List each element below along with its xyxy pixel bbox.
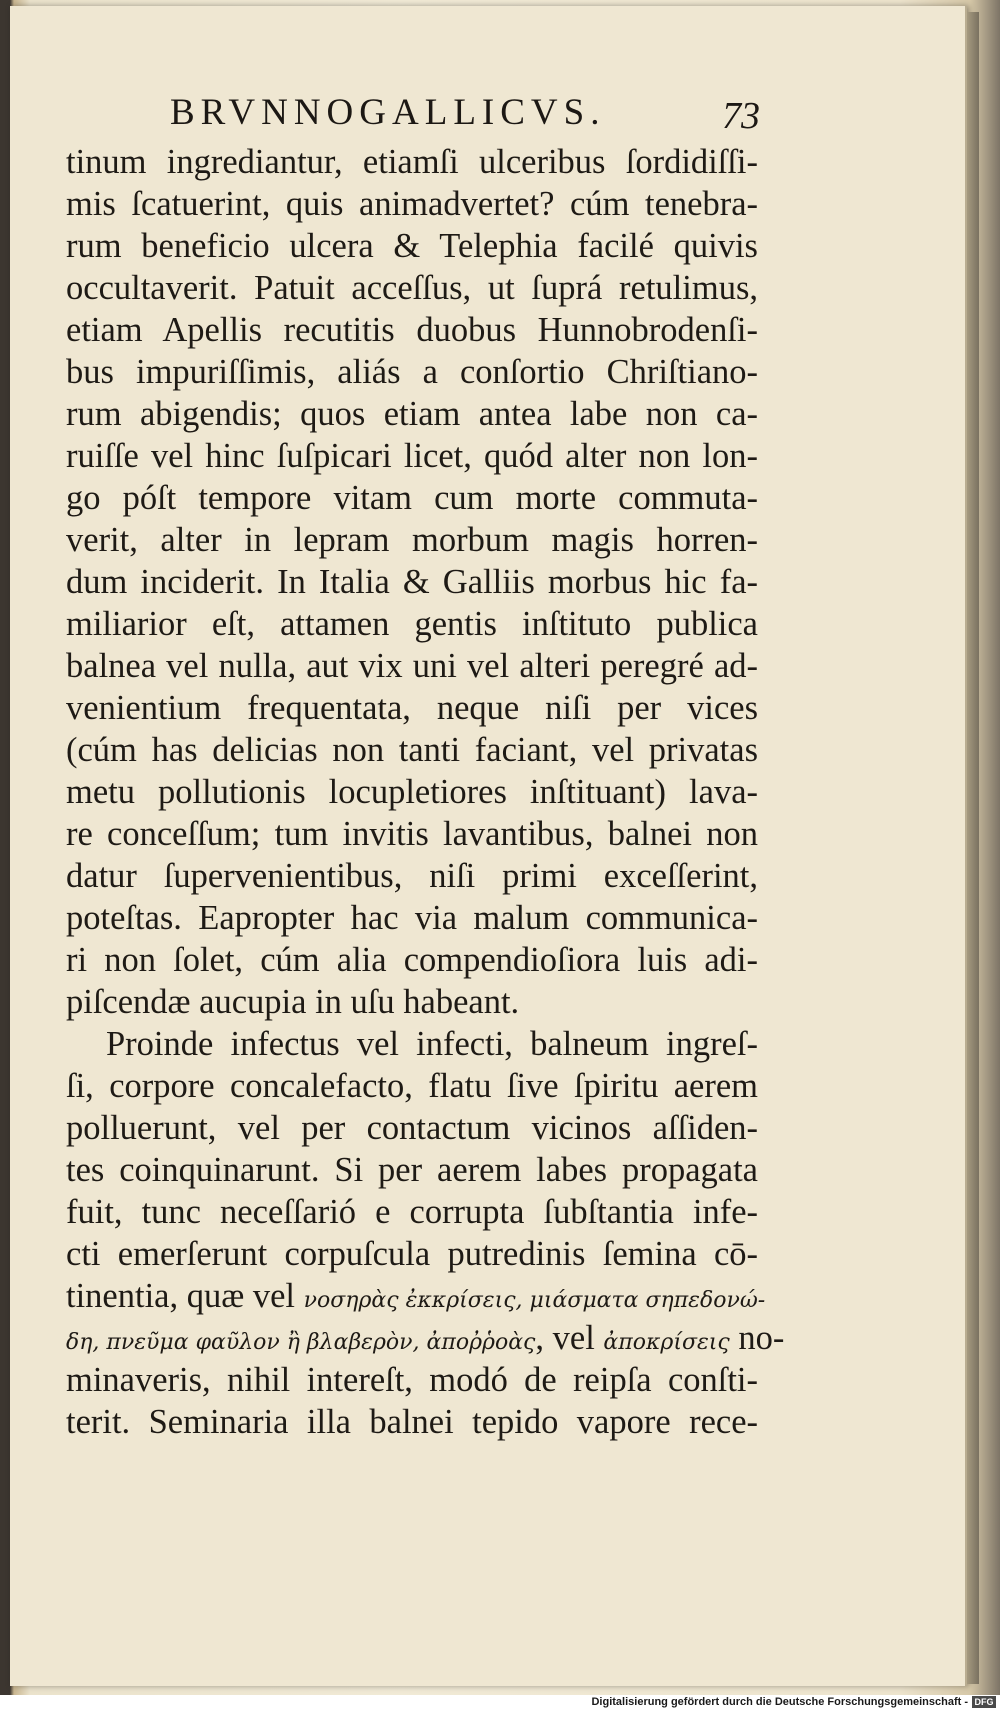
text-line: go póſt tempore vitam cum morte commuta- [66,479,758,517]
text-line: poteſtas. Eapropter hac via malum communica- [66,899,758,937]
running-head: BRVNNOGALLICVS. [170,92,606,133]
body-text [66,141,785,1443]
book-page [10,6,967,1686]
text-line: ruiſſe vel hinc ſuſpicari licet, quód alter non lon- [66,437,758,475]
text-line: ri non ſolet, cúm alia compendioſiora luis adi- [66,941,758,979]
text-line: occultaverit. Patuit acceſſus, ut ſuprá retulimus, [66,269,758,307]
page-number: 73 [722,95,760,137]
page-edge [967,12,979,1684]
text-line: metu pollutionis locupletiores inſtituant) lava- [66,773,758,811]
text-line: fuit, tunc neceſſarió e corrupta ſubſtantia infe- [66,1193,758,1231]
text-line: minaveris, nihil intereſt, modó de reipſa conſti- [66,1361,758,1399]
text-line: re conceſſum; tum invitis lavantibus, balnei non [66,815,758,853]
text-line: etiam Apellis recutitis duobus Hunnobrodenſi- [66,311,758,349]
footer-credit-text: Digitalisierung gefördert durch die Deutsche Forschungsgemeinschaft - [591,1696,968,1708]
latin-text: no- [729,1319,785,1357]
text-line: Proinde infectus vel infecti, balneum ingreſ- [106,1025,758,1063]
text-line: bus impuriſſimis, aliás a conſortio Chriſtiano- [66,353,758,391]
text-line: tinum ingrediantur, etiamſi ulceribus ſordidiſſi- [66,143,758,181]
text-line-with-greek [66,1275,766,1317]
text-line: (cúm has delicias non tanti faciant, vel privatas [66,731,758,769]
greek-text: νοσηρὰς ἐκκρίσεις, μιάσματα σηπεδονώ- [303,1288,766,1313]
text-line: datur ſupervenientibus, niſi primi exceſſerint, [66,857,758,895]
text-line-with-greek [66,1317,785,1359]
text-line: rum beneficio ulcera & Telephia facilé quivis [66,227,758,265]
text-line: venientium frequentata, neque niſi per vices [66,689,758,727]
text-line: verit, alter in lepram morbum magis horren- [66,521,758,559]
text-line: balnea vel nulla, aut vix uni vel alteri peregré ad- [66,647,758,685]
latin-text: , vel [535,1319,604,1357]
text-line: tes coinquinarunt. Si per aerem labes propagata [66,1151,758,1189]
greek-text: δη, πνεῦμα φαῦλον ἢ βλαβερὸν, ἀποῤῥοὰς [66,1330,536,1355]
greek-text: ἀποκρίσεις [603,1330,730,1355]
text-line: terit. Seminaria illa balnei tepido vapore rece- [66,1403,758,1441]
text-line: cti emerſerunt corpuſcula putredinis ſemina cō- [66,1235,758,1273]
paragraph-2 [66,1023,785,1443]
text-line: rum abigendis; quos etiam antea labe non ca- [66,395,758,433]
text-line: mis ſcatuerint, quis animadvertet? cúm tenebra- [66,185,758,223]
latin-text: tinentia, quæ vel [66,1277,304,1315]
text-line: dum inciderit. In Italia & Galliis morbus hic fa- [66,563,758,601]
text-line: miliarior eſt, attamen gentis inſtituto publica [66,605,758,643]
text-line: ſi, corpore concalefacto, flatu ſive ſpiritu aerem [66,1067,758,1105]
dfg-logo-icon: DFG [972,1696,996,1708]
text-line: piſcendæ aucupia in uſu habeant. [66,983,520,1021]
digitization-footer [0,1695,1000,1710]
text-line: polluerunt, vel per contactum vicinos aſſiden- [66,1109,758,1147]
paragraph-1 [66,141,758,1023]
